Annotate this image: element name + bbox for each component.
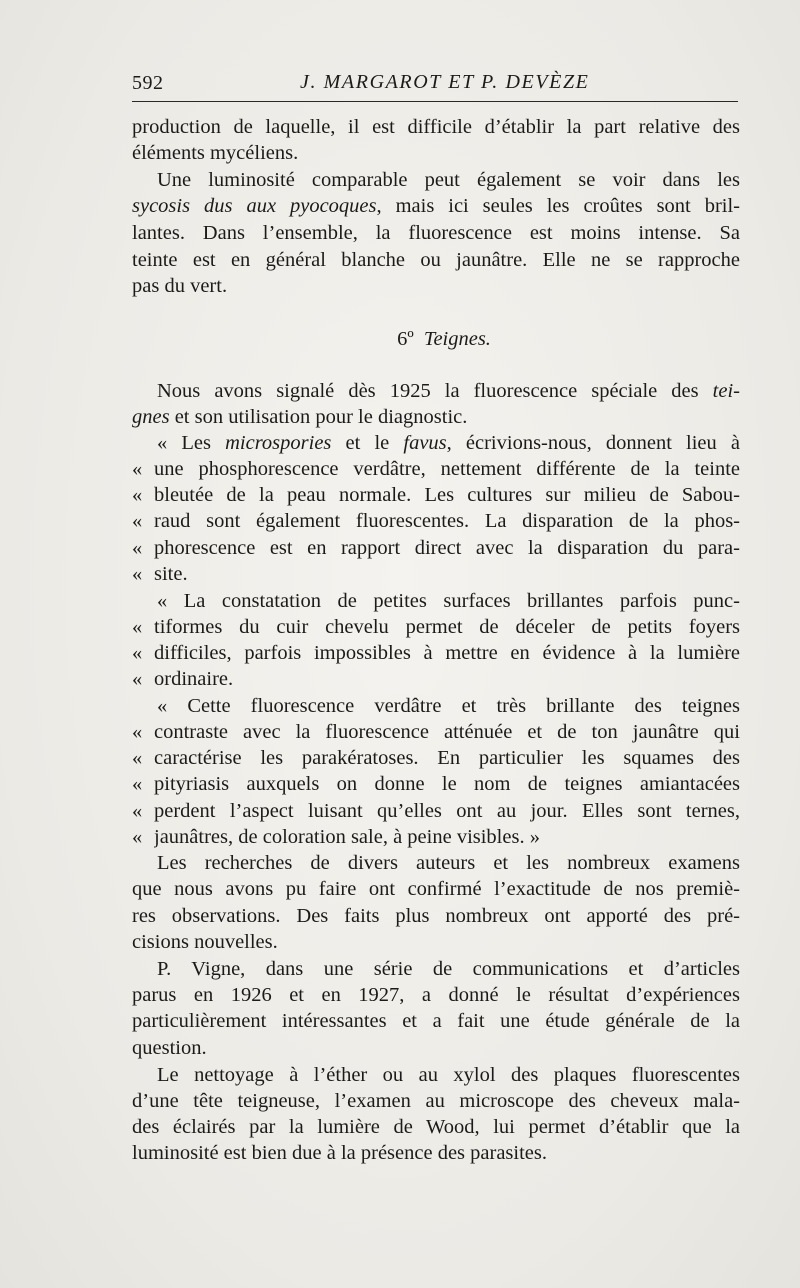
text-line: pityriasis auxquels on donne le nom de teignes amiantacées (154, 773, 740, 795)
section-title: Teignes. (423, 328, 491, 350)
quote-mark: « (132, 642, 143, 664)
text-line: une phosphorescence verdâtre, nettement différente de la teinte (154, 458, 740, 480)
quote-mark: « (132, 668, 143, 690)
text-line: raud sont également fluorescentes. La disparation de la phos- (154, 510, 740, 532)
section-number: 6º (397, 328, 414, 350)
text-line: phorescence est en rapport direct avec la disparation du para- (154, 537, 740, 559)
text-line: P. Vigne, dans une série de communications et d’articles (157, 958, 740, 980)
text-line: éléments mycéliens. (132, 142, 299, 164)
quote-mark: « (132, 800, 143, 822)
text-line: production de laquelle, il est difficile d’établir la part relative des (132, 116, 740, 138)
text-line: perdent l’aspect luisant qu’elles ont au jour. Elles sont ternes, (154, 800, 740, 822)
text-line: tiformes du cuir chevelu permet de déceler de petits foyers (154, 616, 740, 638)
quote-mark: « (132, 510, 143, 532)
text-line: jaunâtres, de coloration sale, à peine visibles. » (154, 826, 540, 848)
text-line: des éclairés par la lumière de Wood, lui permet d’établir que la (132, 1116, 740, 1138)
text-line: Une luminosité comparable peut également se voir dans les (157, 169, 740, 191)
text-line: contraste avec la fluorescence atténuée et de ton jaunâtre qui (154, 721, 740, 743)
text-line: caractérise les parakératoses. En particulier les squames des (154, 747, 740, 769)
text-line: difficiles, parfois impossibles à mettre en évidence à la lumière (154, 642, 740, 664)
text-line: Le nettoyage à l’éther ou au xylol des plaques fluorescentes (157, 1064, 740, 1086)
italic-term: microspories (225, 432, 332, 454)
quote-mark: « (132, 826, 143, 848)
page-number: 592 (132, 72, 164, 94)
text-line: question. (132, 1037, 207, 1059)
text-line: site. (154, 563, 188, 585)
text-line: d’une tête teigneuse, l’examen au microscope des cheveux mala- (132, 1090, 740, 1112)
page-header (132, 66, 738, 100)
text-line: particulièrement intéressantes et a fait une étude générale de la (132, 1010, 740, 1032)
header-rule (132, 101, 738, 102)
italic-term: gnes (132, 406, 170, 428)
text-line: parus en 1926 et en 1927, a donné le résultat d’expériences (132, 984, 740, 1006)
text-line: lantes. Dans l’ensemble, la fluorescence est moins intense. Sa (132, 222, 740, 244)
quote-mark: « (132, 563, 143, 585)
running-head: J. MARGAROT ET P. DEVÈZE (300, 71, 590, 93)
quote-mark: « (132, 721, 143, 743)
text-line: sycosis dus aux pyocoques, mais ici seules les croûtes sont bril- (132, 195, 740, 217)
text-line: luminosité est bien due à la présence des parasites. (132, 1142, 547, 1164)
text-line: Nous avons signalé dès 1925 la fluorescence spéciale des tei- (157, 380, 740, 402)
section-heading (132, 326, 740, 353)
text-line: teinte est en général blanche ou jaunâtre. Elle ne se rapproche (132, 249, 740, 271)
italic-term: sycosis dus aux pyocoques (132, 195, 377, 217)
text-line: cisions nouvelles. (132, 931, 278, 953)
quote-mark: « (132, 773, 143, 795)
quote-mark: « (132, 747, 143, 769)
italic-term: favus (403, 432, 447, 454)
quote-mark: « (132, 458, 143, 480)
text-line: pas du vert. (132, 275, 228, 297)
italic-term: tei- (712, 380, 740, 402)
text-line: que nous avons pu faire ont confirmé l’exactitude de nos premiè- (132, 878, 740, 900)
quote-mark: « (132, 616, 143, 638)
quote-mark: « (132, 537, 143, 559)
text-line: bleutée de la peau normale. Les cultures sur milieu de Sabou- (154, 484, 740, 506)
text-line: « Les microspories et le favus, écrivions-nous, donnent lieu à (157, 432, 740, 454)
quote-mark: « (132, 484, 143, 506)
text-line: Les recherches de divers auteurs et les nombreux examens (157, 852, 740, 874)
text-line: res observations. Des faits plus nombreux ont apporté des pré- (132, 905, 740, 927)
text-line: gnes et son utilisation pour le diagnostic. (132, 406, 468, 428)
text-line: « Cette fluorescence verdâtre et très brillante des teignes (157, 695, 740, 717)
text-line: « La constatation de petites surfaces brillantes parfois punc- (157, 590, 740, 612)
text-line: ordinaire. (154, 668, 234, 690)
